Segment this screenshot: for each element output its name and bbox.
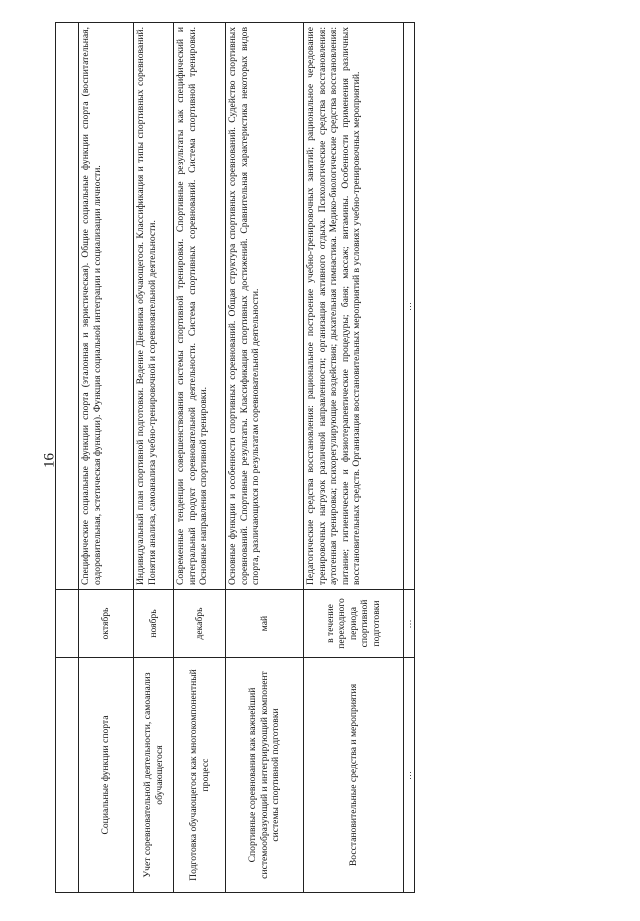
content-cell: Основные функции и особенности спортивных соревнований. Общая структура спортивных соревнований. Судейство спортивных соревнований. Спортивные результаты. Классификация спортивных достижений. Сравнительная характеристика некоторых видов спорта, различающихся по результатам соревновательной деятельности.: [226, 23, 304, 590]
table-trailing-row: [404, 23, 415, 893]
curriculum-table-container: [55, 23, 413, 893]
page-number: 16: [41, 453, 58, 468]
period-cell: ноябрь: [134, 590, 174, 658]
topic-cell: Восстановительные средства и мероприятия: [304, 658, 404, 893]
table-row: [134, 23, 174, 893]
content-cell: Современные тенденции совершенствования системы спортивной тренировки. Спортивные результаты как специфический и интегральный продукт соревновательной деятельности. Система спортивных соревнований. Система спортивной тренировки. Основные направления спортивной тренировки.: [174, 23, 226, 590]
topic-cell: Спортивные соревнования как важнейший системообразующий и интегрирующий компонент системы спортивной подготовки: [226, 658, 304, 893]
table-cell: [56, 23, 79, 590]
content-cell: Индивидуальный план спортивной подготовки. Ведение Дневника обучающегося. Классификация и типы спортивных соревнований. Понятия анализа, самоанализа учебно-тренировочной и соревновательной деятельности.: [134, 23, 174, 590]
table-cell: [56, 658, 79, 893]
topic-cell: Учет соревновательной деятельности, самоанализ обучающегося: [134, 658, 174, 893]
period-cell: май: [226, 590, 304, 658]
topic-cell: Социальные функции спорта: [79, 658, 134, 893]
table-row: [226, 23, 304, 893]
curriculum-table: [55, 22, 415, 893]
content-cell: Специфические социальные функции спорта (эталонная и эвристическая). Общие социальные функции спорта (воспитательная, оздоровительная, эстетическая функции). Функция социальной интеграции и социализации личности.: [79, 23, 134, 590]
table-row: [79, 23, 134, 893]
topic-cell: Подготовка обучающегося как многокомпонентный процесс: [174, 658, 226, 893]
trailing-content-cell: ...: [404, 23, 415, 590]
trailing-topic-cell: ...: [404, 658, 415, 893]
trailing-period-cell: ...: [404, 590, 415, 658]
table-cell: [56, 590, 79, 658]
period-cell: декабрь: [174, 590, 226, 658]
table-row: [174, 23, 226, 893]
rotated-table: [55, 23, 413, 893]
table-row: [304, 23, 404, 893]
period-cell: октябрь: [79, 590, 134, 658]
content-cell: Педагогические средства восстановления: рациональное построение учебно-тренировочных занятий; рациональное чередование тренировочных нагрузок различной направленности; организация активного отдыха. Психологические средства восстановления: аутогенная тренировка; психорегулирующие воздействия; дыхательная гимнастика. Медико-биологические средства восстановления: питание; гигиенические и физиотерапевтические процедуры; баня; массаж; витамины. Особенности применения различных восстановительных средств. Организация восстановительных мероприятий в условиях учебно-тренировочных мероприятий.: [304, 23, 404, 590]
table-top-row: [56, 23, 79, 893]
period-cell: в течение переходного периода спортивной подготовки: [304, 590, 404, 658]
